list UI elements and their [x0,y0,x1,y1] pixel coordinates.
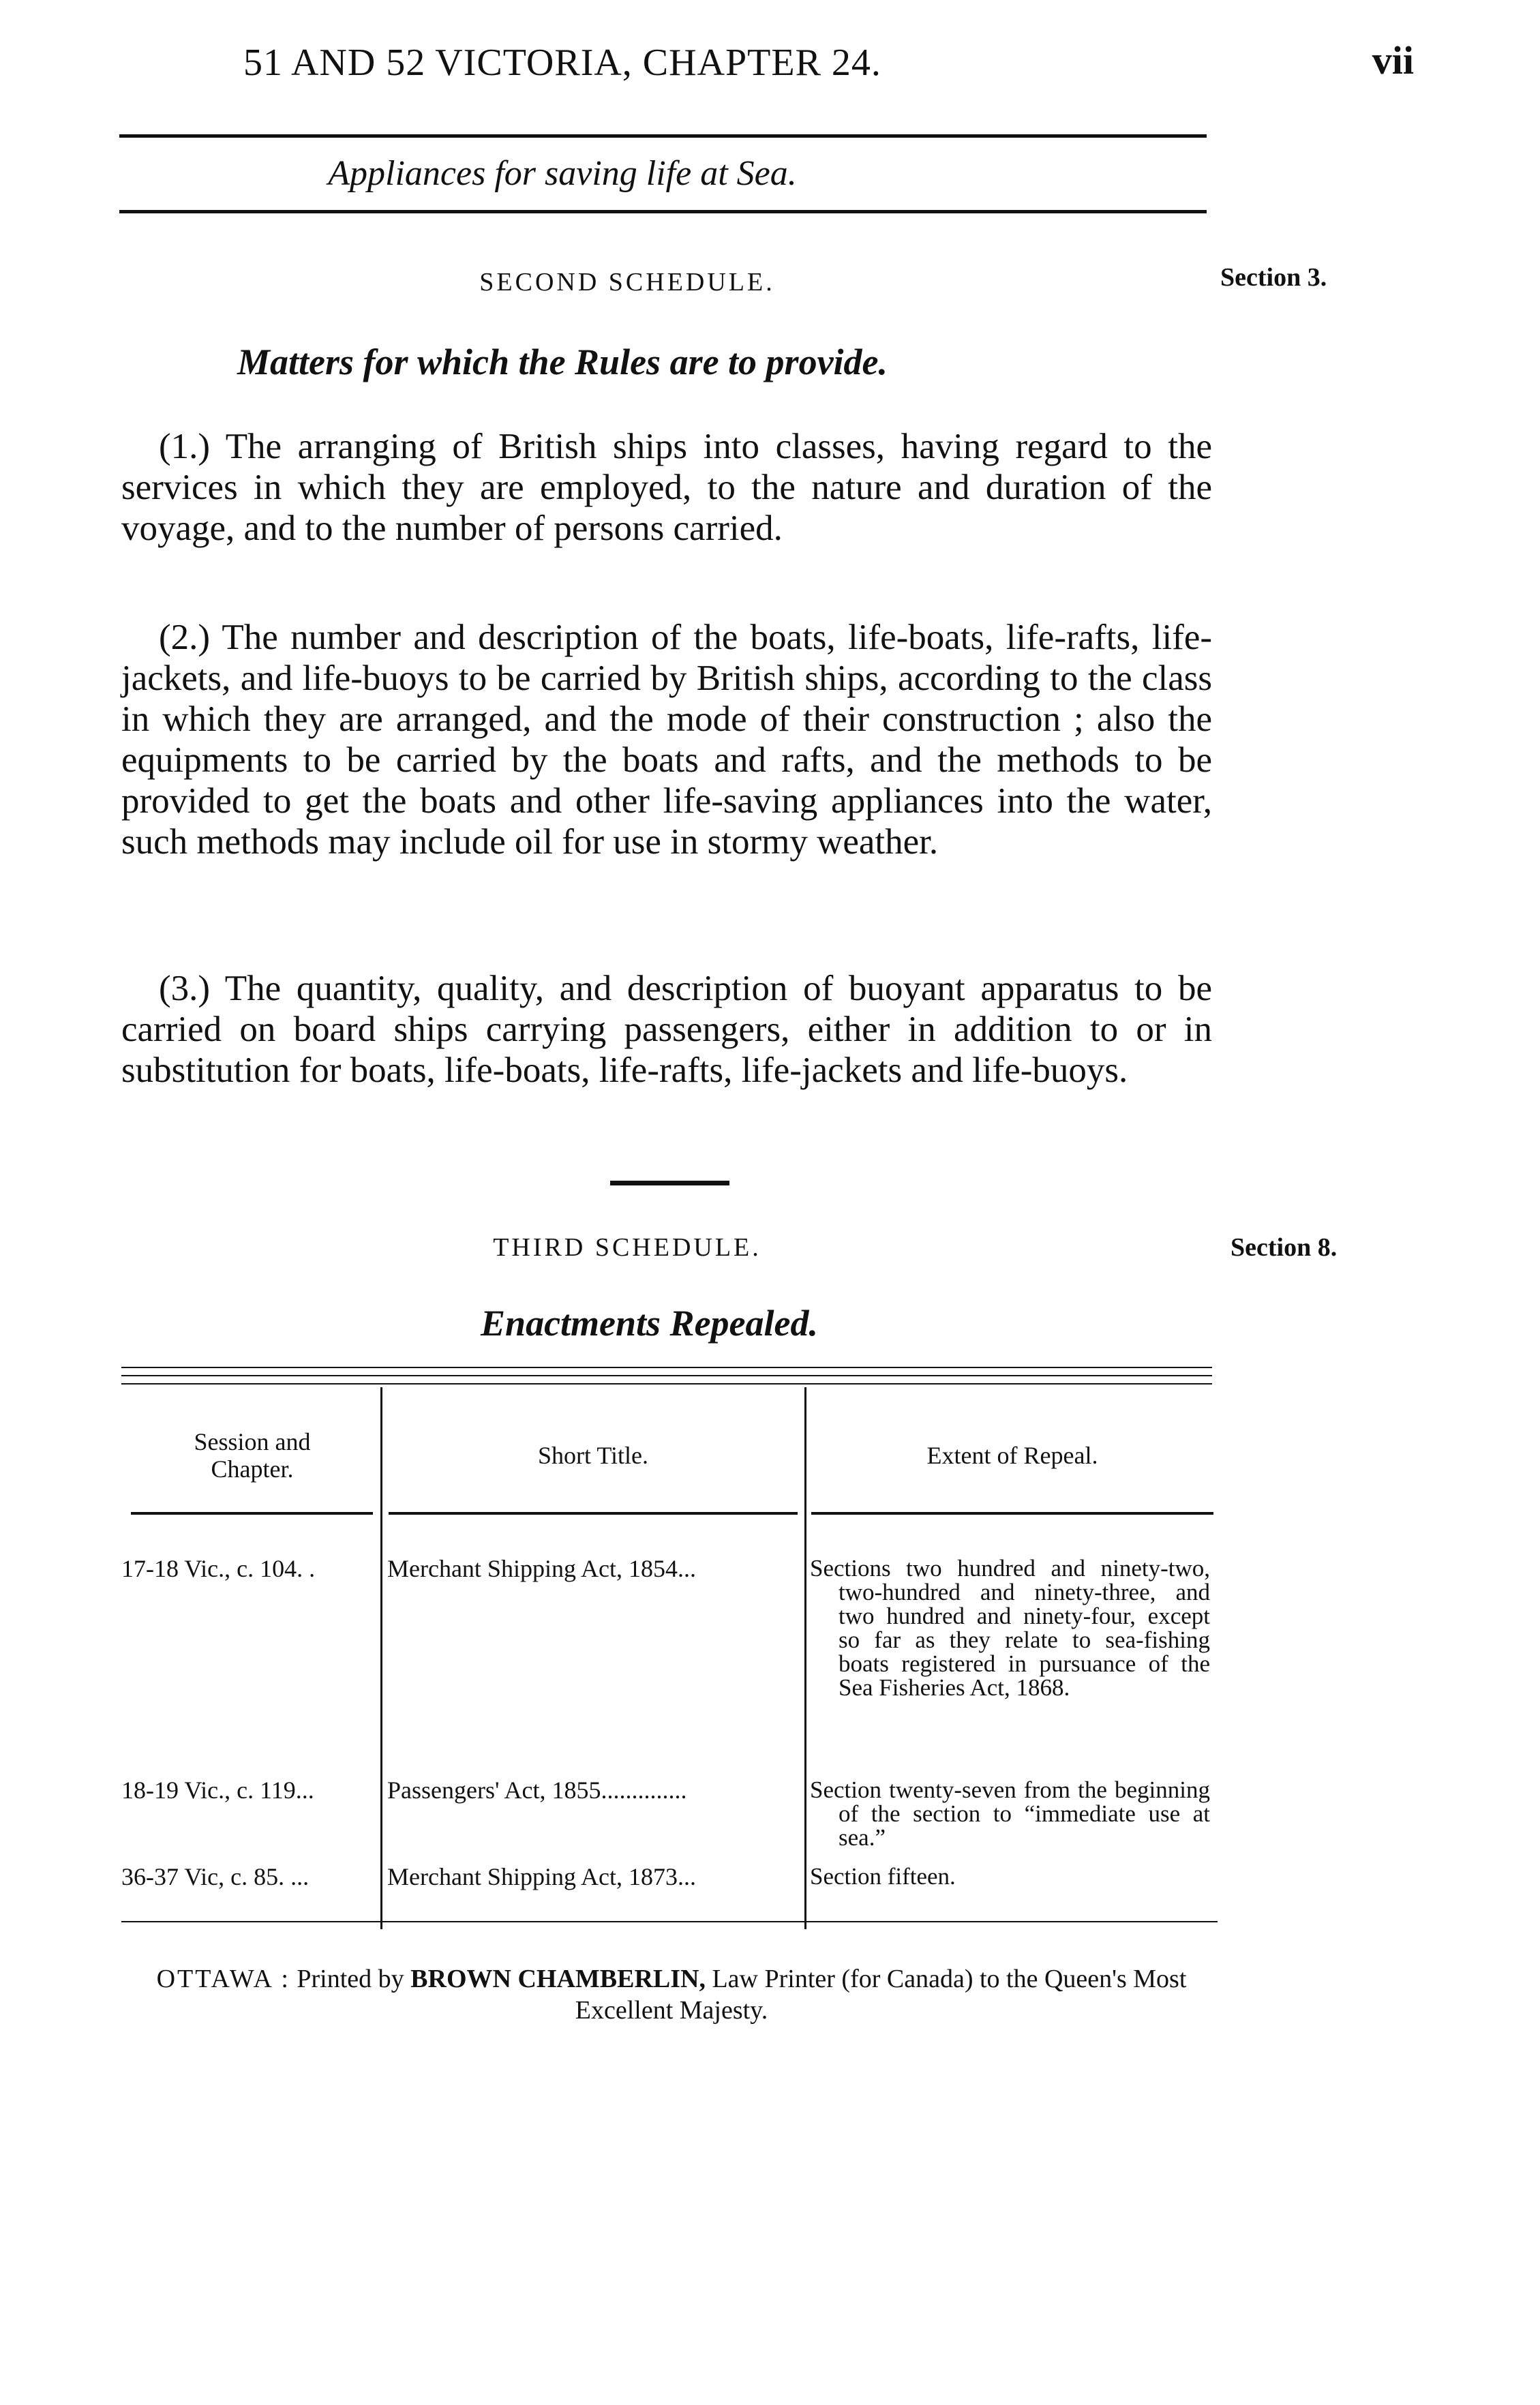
third-schedule-margin-note: Section 8. [1231,1233,1338,1262]
table-header-rule-3 [811,1512,1213,1515]
table-row-2-session: 18-19 Vic., c. 119... [121,1776,314,1804]
imprint-place: OTTAWA : [156,1965,290,1993]
table-row-1-extent: Sections two hundred and ninety-two, two-hundred and ninety-three, and two hundred and ninety-four, except so far as they relate to sea-fishing boats registered in pursuance of the Sea Fisheries Act, 1868. [810,1555,1210,1701]
table-top-rule-2 [121,1375,1212,1376]
imprint-printed-by: Printed by [297,1965,404,1993]
second-schedule-subtitle: Matters for which the Rules are to provide. [237,342,888,382]
header-rule-bottom [119,210,1207,213]
table-top-rule-1 [121,1367,1212,1368]
page-folio: vii [1372,38,1414,82]
table-row-3-extent: Section fifteen. [810,1863,956,1890]
table-header-rule-1 [131,1512,373,1515]
running-head: 51 AND 52 VICTORIA, CHAPTER 24. [243,42,881,84]
imprint-rest: Law Printer (for Canada) to the Queen's Most Excellent Majesty. [575,1965,1187,2025]
table-row-2-title: Passengers' Act, 1855.............. [387,1776,687,1804]
third-schedule-title: THIRD SCHEDULE. [493,1233,761,1262]
second-schedule-margin-note: Section 3. [1220,263,1327,292]
table-top-rule-3 [121,1383,1212,1385]
second-schedule-title: SECOND SCHEDULE. [479,268,775,297]
table-row-3-session: 36-37 Vic, c. 85. ... [121,1863,309,1890]
table-header-session: Session and Chapter. [194,1428,311,1483]
table-row-3-title: Merchant Shipping Act, 1873... [387,1863,696,1890]
table-row-1-session: 17-18 Vic., c. 104. . [121,1555,316,1582]
header-rule-top [119,134,1207,138]
table-column-divider-2 [804,1387,806,1929]
table-header-title: Short Title. [537,1442,649,1469]
table-header-rule-2 [389,1512,798,1515]
table-header-extent: Extent of Repeal. [926,1442,1098,1469]
subject-heading: Appliances for saving life at Sea. [328,154,797,193]
table-column-divider-1 [380,1387,382,1929]
second-schedule-para-1: (1.) The arranging of British ships into classes, having regard to the services in which they are employed, to the nature and duration of the voyage, and to the number of persons carried. [121,427,1212,548]
table-row-1-title: Merchant Shipping Act, 1854... [387,1555,696,1582]
third-schedule-subtitle: Enactments Repealed. [481,1303,818,1344]
table-row-2-extent: Section twenty-seven from the beginning of the section to “immediate use at sea.” [810,1776,1210,1851]
imprint-printer: BROWN CHAMBERLIN, [410,1965,706,1993]
section-divider [610,1181,729,1185]
table-bottom-rule [121,1921,1218,1922]
second-schedule-para-2: (2.) The number and description of the boats, life-boats, life-rafts, life-jackets, and life-buoys to be carried by British ships, according to the class in which they are arranged, and the mode of their construction ; also the equipments to be carried by the boats and rafts, and the methods to be provided to get the boats and other life-saving appliances into the water, such methods may include oil for use in stormy weather. [121,618,1212,862]
second-schedule-para-3: (3.) The quantity, quality, and description of buoyant apparatus to be carried on board ships carrying passengers, either in addition to or in substitution for boats, life-boats, life-rafts, life-jackets and life-buoys. [121,969,1212,1090]
imprint [136,1963,1207,2026]
